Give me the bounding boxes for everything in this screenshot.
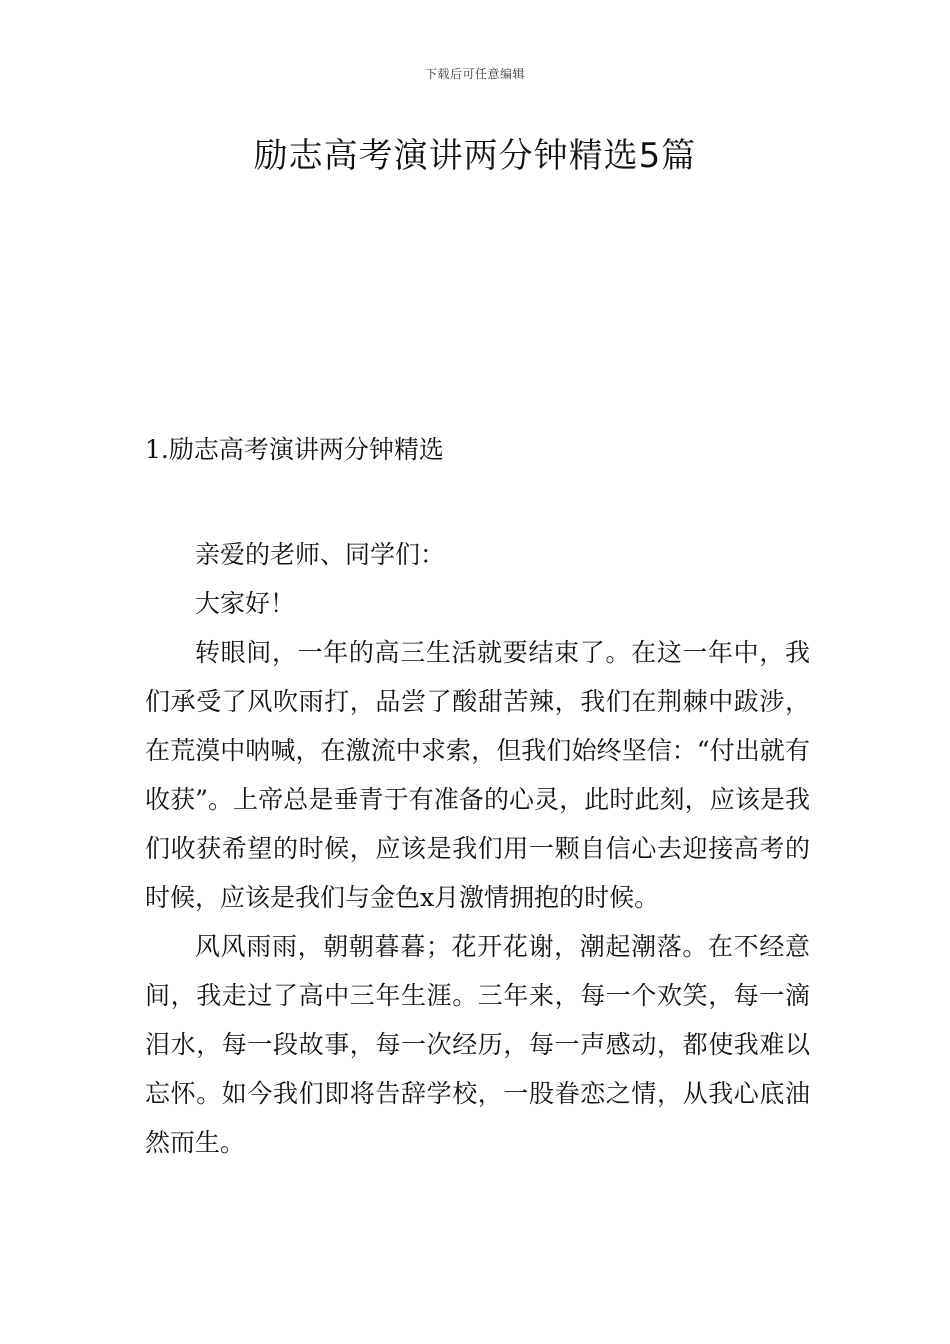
paragraph-greeting: 大家好！ — [195, 589, 296, 618]
section-heading: 1.励志高考演讲两分钟精选 — [145, 435, 444, 464]
document-body — [145, 530, 810, 1167]
paragraph-body-1: 转眼间，一年的高三生活就要结束了。在这一年中，我们承受了风吹雨打，品尝了酸甜苦辣，我们在荆棘中跋涉，在荒漠中呐喊，在激流中求索，但我们始终坚信：“付出就有收获”。上帝总是垂青于有准备的心灵，此时此刻，应该是我们收获希望的时候，应该是我们用一颗自信心去迎接高考的时候，应该是我们与金色x月激情拥抱的时候。 — [145, 638, 810, 912]
paragraph-salutation: 亲爱的老师、同学们： — [195, 540, 446, 569]
paragraph-body-2: 风风雨雨，朝朝暮暮；花开花谢，潮起潮落。在不经意间，我走过了高中三年生涯。三年来，每一个欢笑，每一滴泪水，每一段故事，每一次经历，每一声感动，都使我难以忘怀。如今我们即将告辞学校，一股眷恋之情，从我心底油然而生。 — [145, 932, 810, 1157]
document-title: 励志高考演讲两分钟精选5篇 — [253, 136, 697, 176]
header-note: 下载后可任意编辑 — [424, 67, 525, 81]
